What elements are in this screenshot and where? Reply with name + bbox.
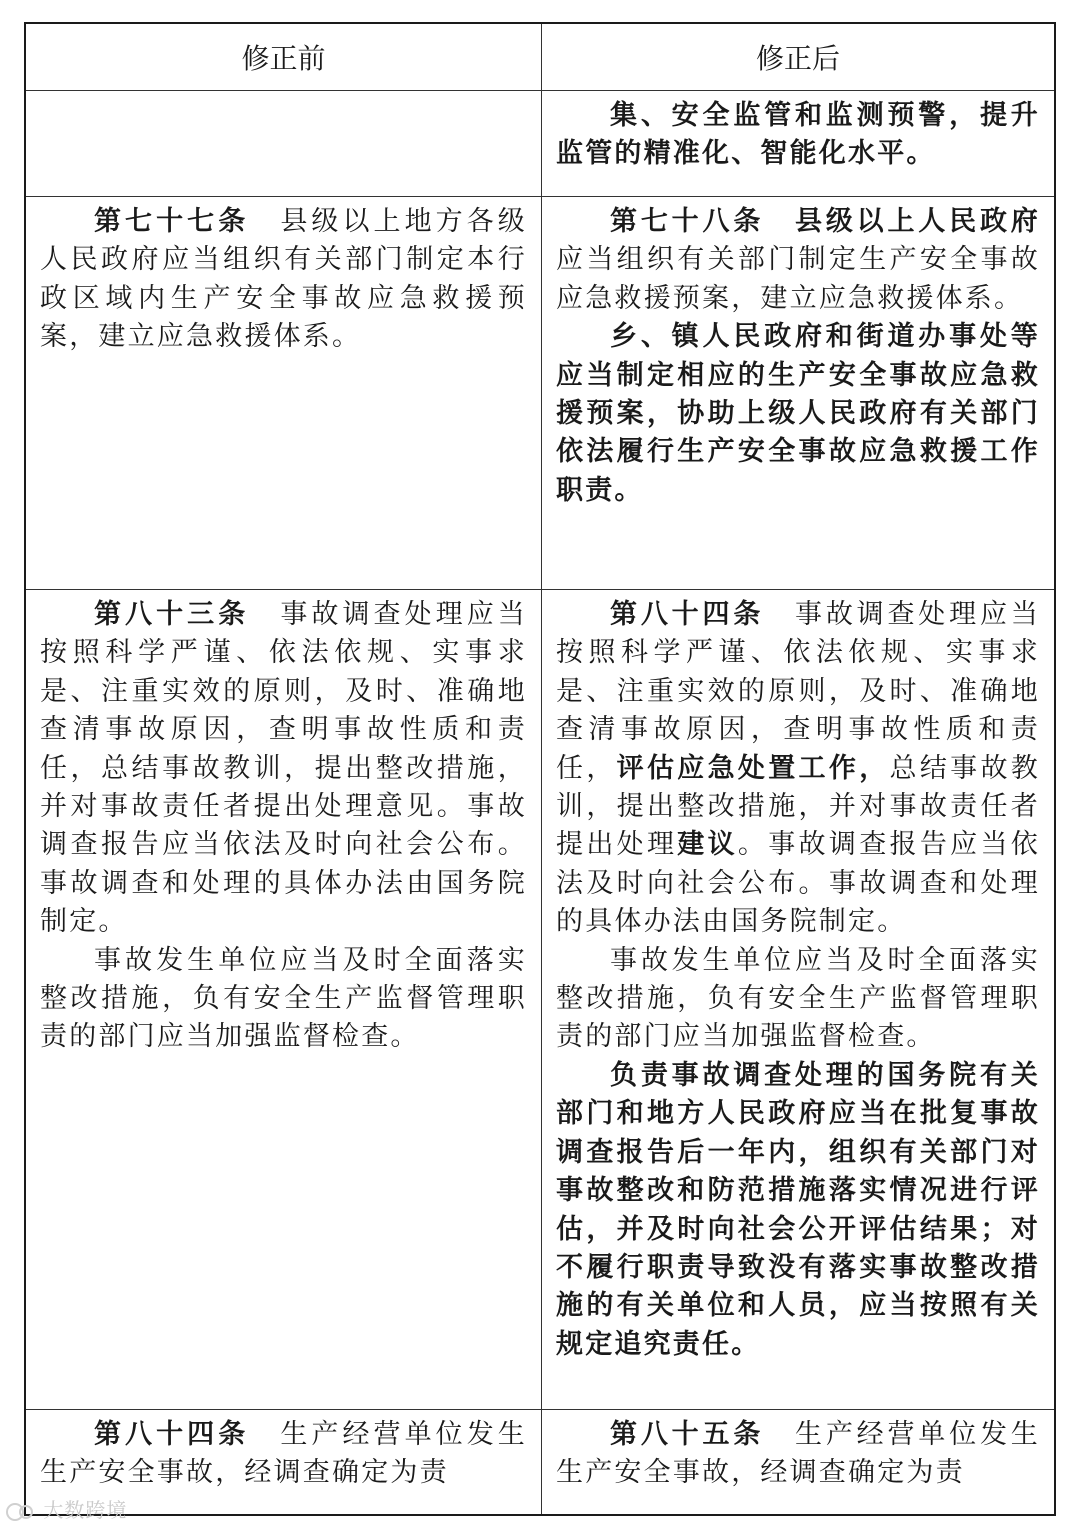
bold-text-segment: 负责事故调查处理的国务院有关部门和地方人民政府应当在批复事故调查报告后一年内，组织有关部门对事故整改和防范措施落实情况进行评估，并及时向社会公开评估结果；对不履行职责导致没有落实事故整改措施的有关单位和人员，应当按照有关规定追究责任。 xyxy=(556,1059,1040,1360)
bold-text-segment: 第八十四条 xyxy=(610,599,765,630)
after-cell xyxy=(542,590,1054,1409)
text-segment: 事故发生单位应当及时全面落实整改措施，负有安全生产监督管理职责的部门应当加强监督检查。 xyxy=(556,944,1040,1053)
column-header-after: 修正后 xyxy=(755,42,840,75)
bold-text-segment: 第七十七条 xyxy=(94,206,250,237)
watermark-logo-icon xyxy=(6,1501,36,1523)
paragraph xyxy=(40,942,527,1057)
bold-text-segment: 集、安全监管和监测预警，提升监管的精准化、智能化水平。 xyxy=(556,100,1040,170)
table-row xyxy=(26,197,1054,590)
bold-text-segment: 评估应急处置工作， xyxy=(616,752,890,784)
bold-text-segment: 乡、镇人民政府和街道办事处等应当制定相应的生产安全事故应急救援预案，协助上级人民政府有关部门依法履行生产安全事故应急救援工作职责。 xyxy=(556,321,1040,506)
table-header-row xyxy=(26,24,1054,91)
after-cell xyxy=(542,197,1054,589)
after-cell xyxy=(542,1410,1054,1514)
paragraph xyxy=(556,203,1040,318)
bold-text-segment: 第八十四条 xyxy=(94,1419,250,1450)
paragraph xyxy=(40,1416,527,1493)
amendment-comparison-table xyxy=(24,22,1056,1516)
text-segment: 总结事故教训，提出整改措施，并对事故责任者提出处理 xyxy=(556,752,1040,861)
text-segment: 事故调查处理应当按照科学严谨、依法依规、实事求是、注重实效的原则，及时、准确地查清事故原因，查明事故性质和责任，总结事故教训，提出整改措施，并对事故责任者提出处理意见。事故调查报告应当依法及时向社会公布。事故调查和处理的具体办法由国务院制定。 xyxy=(40,599,527,938)
column-header-before: 修正前 xyxy=(26,24,542,90)
paragraph xyxy=(556,942,1040,1057)
text-segment: 。事故调查报告应当依法及时向社会公布。事故调查和处理的具体办法由国务院制定。 xyxy=(556,829,1040,938)
paragraph xyxy=(40,596,527,942)
paragraph xyxy=(556,97,1040,174)
text-segment: 县级以上地方各级人民政府应当组织有关部门制定本行政区域内生产安全事故应急救援预案，建立应急救援体系。 xyxy=(40,206,527,353)
bold-text-segment: 县级以上人民政府 xyxy=(764,206,1040,237)
paragraph xyxy=(556,596,1040,942)
paragraph xyxy=(40,203,527,357)
text-segment: 事故调查处理应当按照科学严谨、依法依规、实事求是、注重实效的原则，及时、准确地查清事故原因，查明事故性质和责任， xyxy=(556,599,1040,784)
table-row xyxy=(26,1410,1054,1514)
before-cell xyxy=(26,91,542,196)
paragraph xyxy=(556,318,1040,510)
text-segment: 事故发生单位应当及时全面落实整改措施，负有安全生产监督管理职责的部门应当加强监督检查。 xyxy=(40,944,527,1053)
table-row xyxy=(26,590,1054,1410)
bold-text-segment: 第七十八条 xyxy=(610,206,765,237)
bold-text-segment: 第八十三条 xyxy=(94,599,250,630)
bold-text-segment: 建议 xyxy=(677,829,738,861)
text-segment: 生产经营单位发生生产安全事故，经调查确定为责 xyxy=(40,1419,527,1489)
bold-text-segment: 第八十五条 xyxy=(610,1419,765,1450)
text-segment: 应当组织有关部门制定生产安全事故应急救援预案，建立应急救援体系。 xyxy=(556,244,1040,314)
watermark xyxy=(6,1494,127,1523)
watermark-text: 大数跨境 xyxy=(43,1498,128,1522)
after-cell xyxy=(542,91,1054,196)
table-row xyxy=(26,91,1054,197)
before-cell xyxy=(26,590,542,1409)
before-cell xyxy=(26,197,542,589)
paragraph xyxy=(556,1057,1040,1364)
text-segment: 生产经营单位发生生产安全事故，经调查确定为责 xyxy=(556,1419,1040,1489)
paragraph xyxy=(556,1416,1040,1493)
